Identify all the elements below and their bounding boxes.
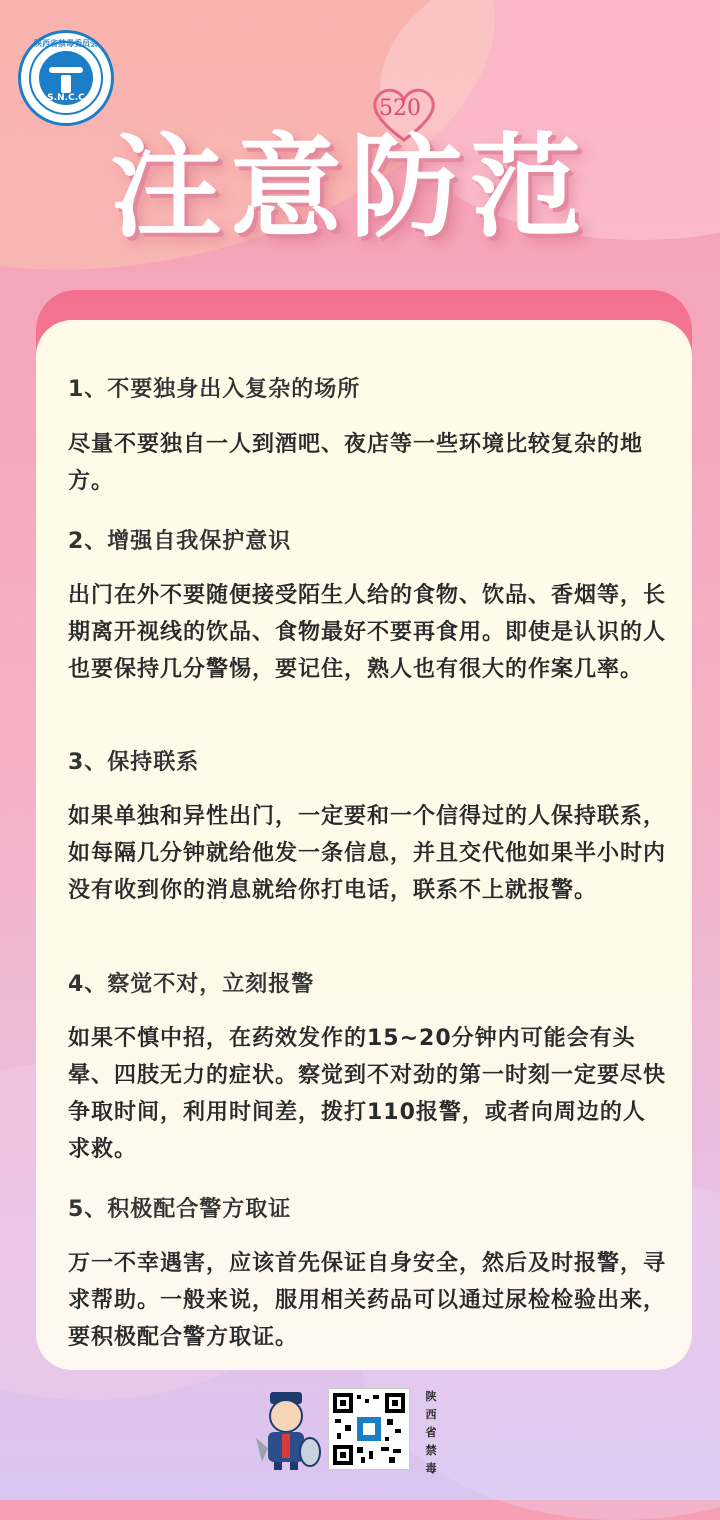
organization-label: 陕西省禁毒: [425, 1390, 437, 1475]
logo-organization-name: 陕西省禁毒委员会: [34, 39, 98, 48]
police-mascot-icon: [248, 1388, 324, 1472]
item-heading: 3、保持联系: [68, 750, 200, 775]
item-body: 如果不慎中招，在药效发作的15~20分钟内可能会有头晕、四肢无力的症状。察觉到不对劲的第一时刻一定要尽快争取时间，利用时间差，拨打110报警，或者向周边的人求救。: [68, 1026, 667, 1162]
item-body: 尽量不要独自一人到酒吧、夜店等一些环境比较复杂的地方。: [68, 432, 644, 494]
item-body: 如果单独和异性出门，一定要和一个信得过的人保持联系，如每隔几分钟就给他发一条信息，并且交代他如果半小时内没有收到你的消息就给你打电话，联系不上就报警。: [68, 804, 667, 903]
item-body: 万一不幸遇害，应该首先保证自身安全，然后及时报警，寻求帮助。一般来说，服用相关药品可以通过尿检检验出来，要积极配合警方取证。: [68, 1251, 667, 1350]
logo-abbreviation: S.N.C.C: [47, 93, 85, 103]
item-body: 出门在外不要随便接受陌生人给的食物、饮品、香烟等，长期离开视线的饮品、食物最好不要再食用。即使是认识的人也要保持几分警惕，要记住，熟人也有很大的作案几率。: [68, 583, 667, 682]
qr-code: [328, 1388, 410, 1470]
item-heading: 5、积极配合警方取证: [68, 1197, 292, 1222]
organization-logo: [18, 30, 114, 126]
item-heading: 2、增强自我保护意识: [68, 529, 292, 554]
item-heading: 4、察觉不对，立刻报警: [68, 972, 315, 997]
item-heading: 1、不要独身出入复杂的场所: [68, 377, 361, 402]
badge-520: 520: [379, 96, 421, 121]
page-title: 注意防范: [110, 122, 590, 253]
